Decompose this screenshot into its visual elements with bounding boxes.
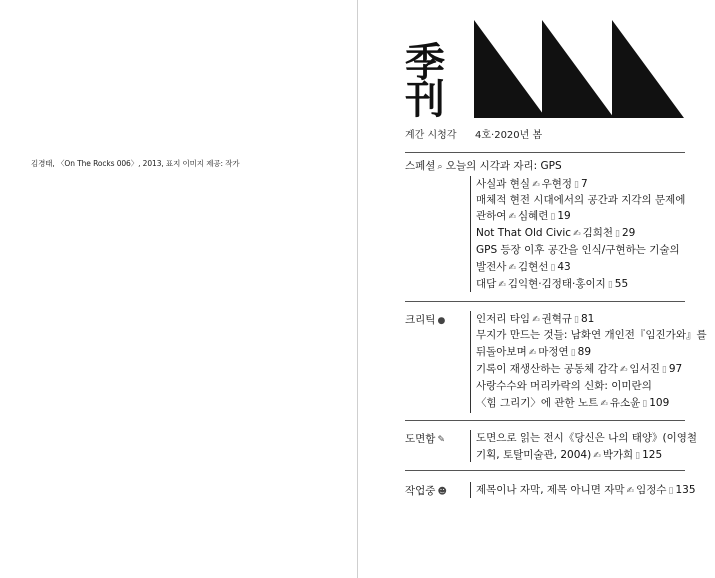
issue-number: 4호·2020년 봄 <box>475 130 543 141</box>
page-icon: ▯ <box>668 486 674 496</box>
magnifier-icon: ⌕ <box>437 162 443 172</box>
toc-entry: 사실과 현실 ✍ 우현정 ▯ 7 <box>476 178 588 190</box>
toc-entry: 도면으로 읽는 전시《당신은 나의 태양》(이영철 <box>476 432 698 444</box>
section-subtitle: 오늘의 시각과 자리: GPS <box>445 160 562 172</box>
author-name: 권혁규 <box>541 313 573 325</box>
toc-entry: 뒤돌아보며 ✍ 마정연 ▯ 89 <box>476 346 592 358</box>
page-icon: ▯ <box>661 365 667 375</box>
page-number: 19 <box>557 210 571 222</box>
logo-triangles <box>474 20 684 118</box>
page-number: 43 <box>557 261 571 273</box>
author-name: 임정수 <box>636 484 667 496</box>
page-icon: ▯ <box>550 263 556 273</box>
section-heading-special <box>405 158 562 173</box>
page-icon: ▯ <box>642 399 648 409</box>
divider <box>405 420 685 421</box>
toc-entry: 발전사 ✍ 김현선 ▯ 43 <box>476 261 571 273</box>
author-name: 마정연 <box>538 346 569 358</box>
page-icon: ▯ <box>574 180 579 190</box>
author-icon: ✍ <box>532 315 540 325</box>
toc-entry: 매체적 현전 시대에서의 공간과 지각의 문제에 <box>476 194 686 206</box>
section-heading-in-progress <box>405 483 447 498</box>
author-icon: ✍ <box>626 486 635 496</box>
toc-entry: 제목이나 자막, 제목 아니면 자막 ✍ 임정수 ▯ 135 <box>476 484 696 496</box>
toc-entry: 사랑수수와 머리카락의 신화: 이미란의 <box>476 380 652 392</box>
page-number: 109 <box>649 397 670 409</box>
author-icon: ✍ <box>508 263 516 273</box>
divider <box>405 470 685 471</box>
author-name: 우현정 <box>541 178 573 190</box>
toc-entry: 관하여 ✍ 심혜련 ▯ 19 <box>476 210 571 222</box>
author-name: 유소윤 <box>609 397 641 409</box>
publication-name: 계간 시청각 <box>405 130 457 141</box>
toc-entry: 〈힘 그리기〉에 관한 노트 ✍ 유소윤 ▯ 109 <box>476 397 670 409</box>
logo-triangle-2 <box>542 20 614 118</box>
author-icon: ✍ <box>532 180 540 190</box>
logo-char-publication: 刊 <box>405 76 445 123</box>
person-icon: ☻ <box>437 487 447 497</box>
author-name: 임서진 <box>629 363 660 375</box>
page-number: 135 <box>675 484 696 496</box>
author-name: 김현선 <box>517 261 549 273</box>
author-name: 김익현·김정태·홍이지 <box>507 278 606 290</box>
section-title: 크리틱 <box>405 314 436 326</box>
section-heading-drawings <box>405 431 445 446</box>
section-rule <box>470 430 471 462</box>
divider <box>405 152 685 153</box>
page-icon: ▯ <box>635 451 641 461</box>
cover-image-caption: 김경태, 〈On The Rocks 006〉, 2013, 표지 이미지 제공: 작가 <box>31 159 240 168</box>
logo-char-season: 季 <box>405 39 445 86</box>
left-page <box>0 0 357 578</box>
divider <box>405 301 685 302</box>
section-title: 도면함 <box>405 433 436 445</box>
page-number: 97 <box>668 363 683 375</box>
section-title: 작업중 <box>405 485 436 497</box>
toc-entry: 기록이 재생산하는 공동체 감각 ✍ 임서진 ▯ 97 <box>476 363 683 375</box>
author-icon: ✍ <box>573 229 581 239</box>
toc-entry: 기획, 토탈미술관, 2004) ✍ 박가희 ▯ 125 <box>476 449 663 461</box>
page-icon: ▯ <box>607 280 613 290</box>
logo-triangle-3 <box>612 20 684 118</box>
page-icon: ▯ <box>570 348 576 358</box>
bomb-icon: ● <box>437 316 446 326</box>
toc-entry: 대담 ✍ 김익현·김정태·홍이지 ▯ 55 <box>476 278 629 290</box>
toc-entry: 인저리 타임 ✍ 권혁규 ▯ 81 <box>476 313 595 325</box>
author-name: 심혜련 <box>517 210 549 222</box>
page-number: 55 <box>614 278 629 290</box>
section-rule <box>470 311 471 413</box>
page-icon: ▯ <box>550 212 556 222</box>
author-name: 김희천 <box>582 227 614 239</box>
page-number: 89 <box>577 346 592 358</box>
pencil-icon: ✎ <box>437 435 445 445</box>
logo-triangle-1 <box>474 20 546 118</box>
author-icon: ✍ <box>619 365 628 375</box>
section-rule <box>470 176 471 292</box>
author-icon: ✍ <box>498 280 506 290</box>
page-number: 81 <box>581 313 595 325</box>
page-number: 125 <box>642 449 663 461</box>
author-icon: ✍ <box>600 399 608 409</box>
toc-entry: GPS 등장 이후 공간을 인식/구현하는 기술의 <box>476 244 680 256</box>
page-icon: ▯ <box>574 315 579 325</box>
page-icon: ▯ <box>615 229 620 239</box>
author-icon: ✍ <box>528 348 537 358</box>
author-icon: ✍ <box>593 451 601 461</box>
section-title: 스페셜 <box>405 160 436 172</box>
page-number: 29 <box>621 227 636 239</box>
page-number: 7 <box>581 178 588 190</box>
author-icon: ✍ <box>508 212 516 222</box>
toc-entry: Not That Old Civic ✍ 김희천 ▯ 29 <box>476 227 636 239</box>
section-heading-critique <box>405 312 445 327</box>
section-rule <box>470 482 471 498</box>
author-name: 박가희 <box>602 449 634 461</box>
toc-entry: 무지가 만드는 것들: 남화연 개인전『임진가와』를 <box>476 329 707 341</box>
